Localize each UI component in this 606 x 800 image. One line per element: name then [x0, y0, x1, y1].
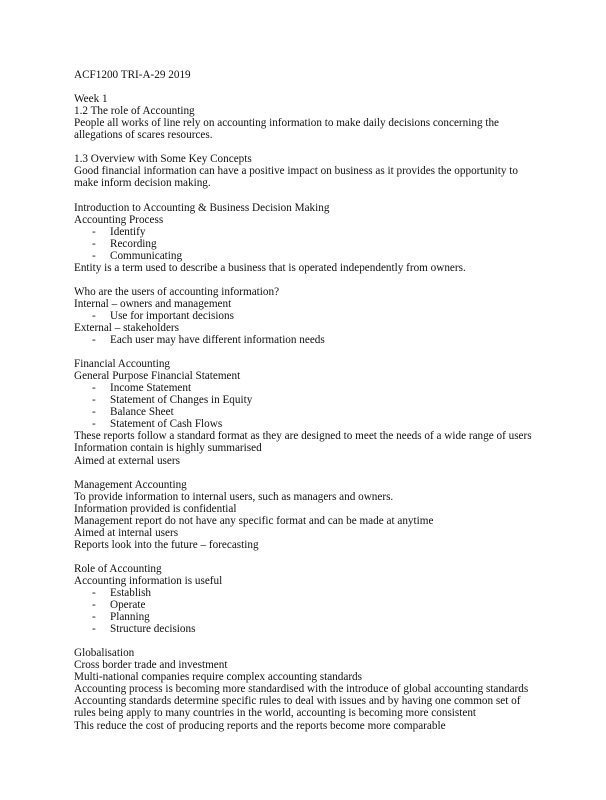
financial-line: Information contain is highly summarised	[74, 442, 262, 455]
section-1-2-title: 1.2 The role of Accounting	[74, 105, 195, 118]
list-item: - Identify	[92, 225, 146, 238]
globalisation-line: Multi-national companies require complex accounting standards	[74, 671, 362, 684]
section-1-3-body: Good financial information can have a positive impact on business as it provides the opportunity to make inform decision making.	[74, 165, 518, 190]
management-line: Aimed at internal users	[74, 526, 179, 539]
list-item: - Balance Sheet	[92, 406, 174, 419]
spacer	[74, 467, 544, 479]
spacer	[74, 274, 544, 286]
list-item: - Operate	[92, 599, 146, 612]
globalisation-line: Cross border trade and investment	[74, 659, 228, 672]
spacer	[74, 189, 544, 201]
list-item: - Use for important decisions	[92, 309, 234, 322]
financial-subtitle: General Purpose Financial Statement	[74, 370, 241, 383]
list-item: - Statement of Changes in Equity	[92, 394, 253, 407]
management-line: Management report do not have any specific format and can be made at anytime	[74, 514, 434, 527]
management-title: Management Accounting	[74, 478, 187, 491]
financial-line: These reports follow a standard format as they are designed to meet the needs of a wide range of users	[74, 430, 532, 443]
spacer	[74, 346, 544, 358]
list-item: - Recording	[92, 237, 157, 250]
spacer	[74, 635, 544, 647]
management-line: To provide information to internal users, such as managers and owners.	[74, 490, 394, 503]
role-subtitle: Accounting information is useful	[74, 574, 223, 587]
list-item: - Structure decisions	[92, 623, 196, 636]
list-item: - Each user may have different information needs	[92, 334, 325, 347]
document-header: ACF1200 TRI-A-29 2019	[74, 69, 191, 81]
financial-title: Financial Accounting	[74, 358, 171, 371]
role-title: Role of Accounting	[74, 562, 162, 575]
management-line: Information provided is confidential	[74, 502, 237, 515]
users-question: Who are the users of accounting information?	[74, 285, 280, 298]
spacer	[74, 551, 544, 563]
spacer	[74, 141, 544, 153]
globalisation-title: Globalisation	[74, 647, 135, 660]
list-item: - Communicating	[92, 249, 183, 262]
management-line: Reports look into the future – forecasting	[74, 538, 259, 551]
section-1-3-title: 1.3 Overview with Some Key Concepts	[74, 153, 252, 166]
section-1-2-body: People all works of line rely on accounting information to make daily decisions concerning the allegations of scares resources.	[74, 117, 500, 142]
intro-subtitle: Accounting Process	[74, 213, 164, 226]
users-external: External – stakeholders	[74, 321, 180, 334]
list-item: - Income Statement	[92, 382, 192, 395]
globalisation-line: Accounting standards determine specific rules to deal with issues and by having one common set of rules being apply to many countries in the world, accounting is becoming more consistent	[74, 695, 521, 720]
entity-definition: Entity is a term used to describe a business that is operated independently from owners.	[74, 261, 466, 274]
financial-line: Aimed at external users	[74, 454, 180, 467]
users-internal: Internal – owners and management	[74, 297, 232, 310]
document-page	[74, 69, 544, 732]
list-item: - Establish	[92, 587, 152, 600]
intro-title: Introduction to Accounting & Business Decision Making	[74, 201, 330, 214]
spacer	[74, 81, 544, 93]
globalisation-line: Accounting process is becoming more standardised with the introduce of global accounting standards	[74, 683, 529, 696]
globalisation-line: This reduce the cost of producing reports and the reports become more comparable	[74, 719, 446, 732]
list-item: - Statement of Cash Flows	[92, 418, 223, 431]
list-item: - Planning	[92, 611, 150, 624]
week-heading: Week 1	[74, 93, 108, 106]
